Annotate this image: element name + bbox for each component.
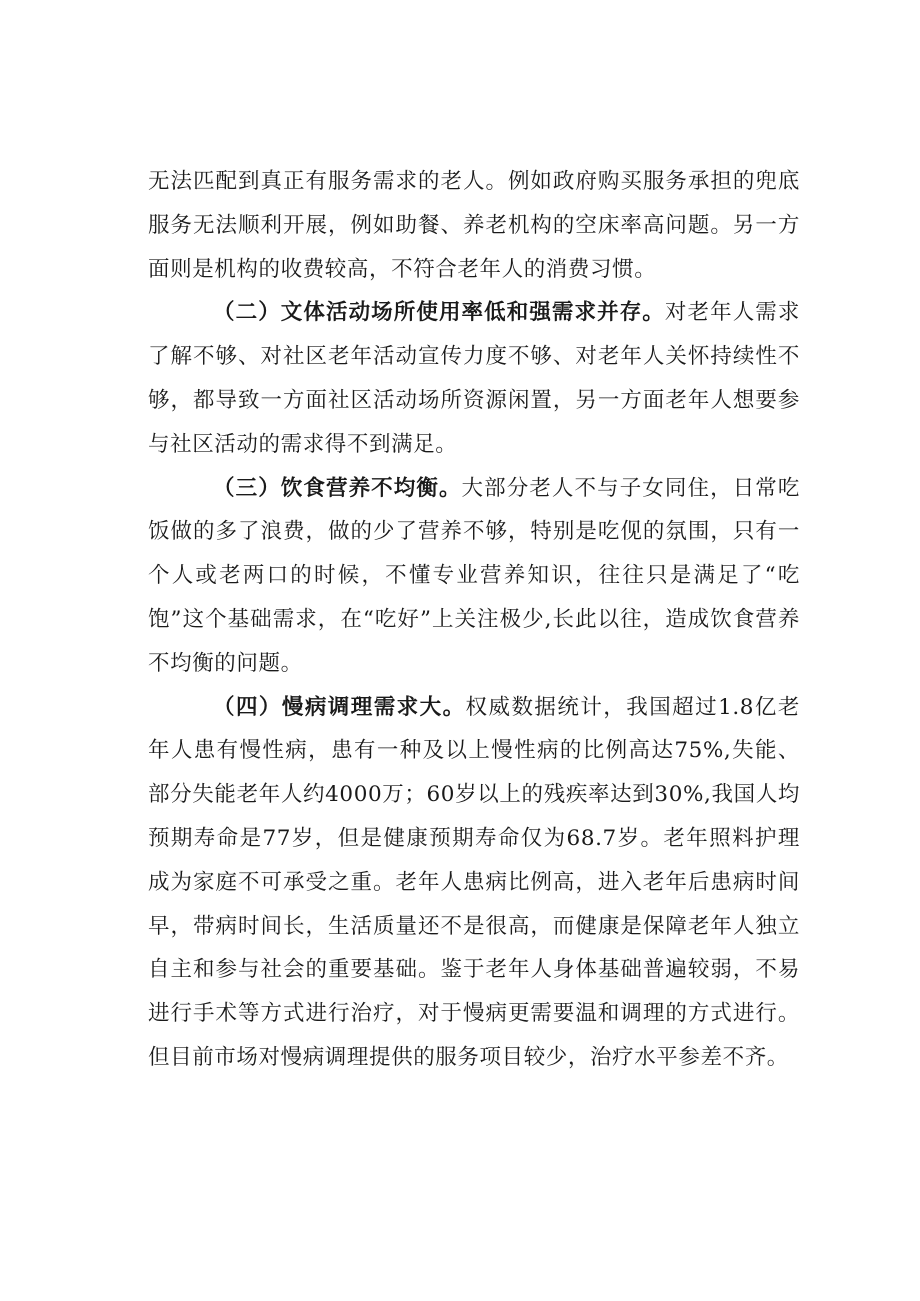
paragraph-diet-nutrition — [148, 467, 800, 686]
paragraph-service-matching — [148, 160, 800, 291]
paragraph-text: 权威数据统计，我国超过1.8亿老年人患有慢性病，患有一种及以上慢性病的比例高达75%,失能、部分失能老年人约4000万；60岁以上的残疾率达到30%,我国人均预期寿命是77岁，但是健康预期寿命仅为68.7岁。老年照料护理成为家庭不可承受之重。老年人患病比例高，进入老年后患病时间早，带病时间长，生活质量还不是很高，而健康是保障老年人独立自主和参与社会的重要基础。鉴于老年人身体基础普遍较弱，不易进行手术等方式进行治疗，对于慢病更需要温和调理的方式进行。但目前市场对慢病调理提供的服务项目较少，治疗水平参差不齐。 — [148, 694, 800, 1070]
paragraph-activity-venues — [148, 291, 800, 466]
paragraph-text: 大部分老人不与子女同住，日常吃饭做的多了浪费，做的少了营养不够，特别是吃伣的氛围，只有一个人或老两口的时候，不懂专业营养知识，往往只是满足了“吃饱”这个基础需求，在“吃好”上关注极少,长此以往，造成饮食营养不均衡的问题。 — [148, 475, 800, 676]
paragraph-chronic-disease — [148, 686, 800, 1080]
section-heading-chronic-disease: （四）慢病调理需求大。 — [213, 694, 466, 720]
document-body — [148, 160, 800, 1080]
paragraph-text: 对老年人需求了解不够、对社区老年活动宣传力度不够、对老年人关怀持续性不够，都导致一方面社区活动场所资源闲置，另一方面老年人想要参与社区活动的需求得不到满足。 — [148, 300, 800, 457]
paragraph-text: 无法匹配到真正有服务需求的老人。例如政府购买服务承担的兜底服务无法顺利开展，例如助餐、养老机构的空床率高问题。另一方面则是机构的收费较高，不符合老年人的消费习惯。 — [148, 169, 800, 282]
section-heading-diet-nutrition: （三）饮食营养不均衡。 — [213, 475, 462, 501]
section-heading-activity-venues: （二）文体活动场所使用率低和强需求并存。 — [213, 300, 665, 326]
